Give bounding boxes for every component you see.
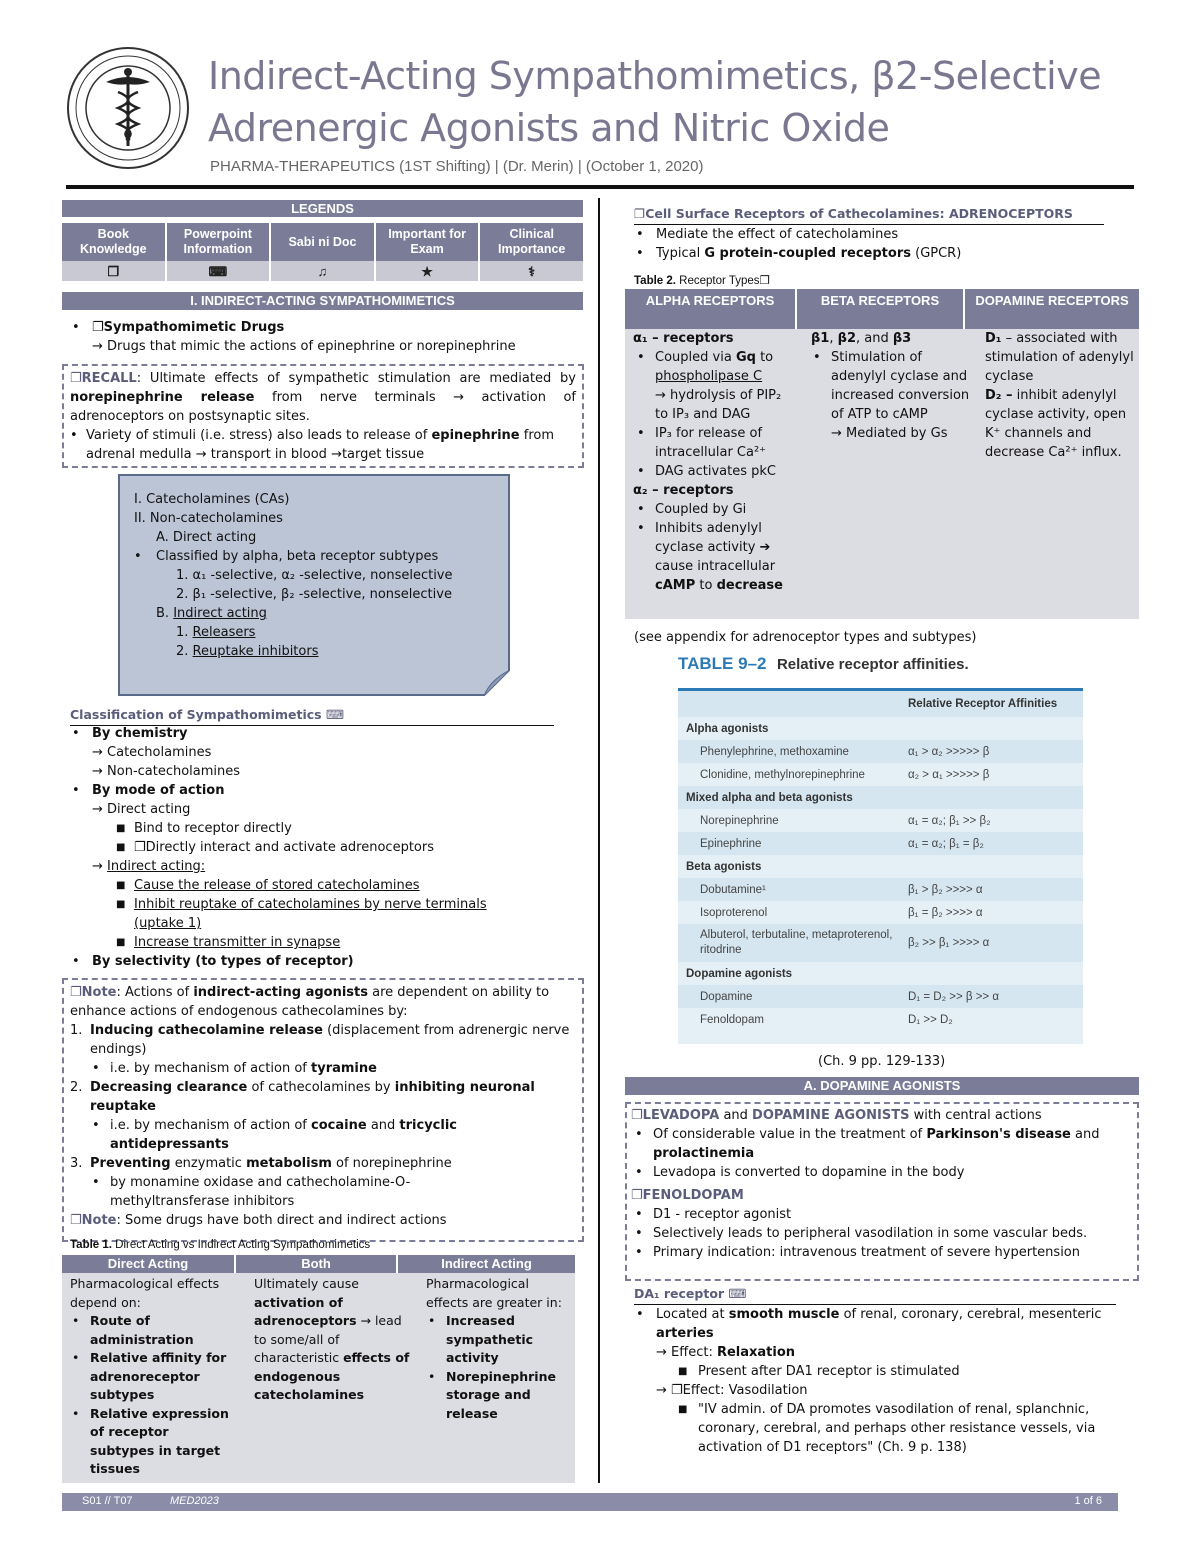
- outline-item: Reuptake inhibitors: [192, 644, 319, 659]
- table-1-col-indirect: Pharmacological effects are greater in: • Increased sympathetic activity • Norepinephrine storage and release: [414, 1273, 575, 1483]
- t92-drug-row: [678, 1008, 1083, 1031]
- outline-item: II. Non-catecholamines: [134, 511, 283, 526]
- n3-sub: by monamine oxidase and cathecholamine-O-methyltransferase inhibitors: [110, 1175, 411, 1209]
- t92-affinity: α₂ > α₁ >>>>> β: [908, 768, 990, 781]
- directly-item: ❐Directly interact and activate adrenoceptors: [134, 840, 434, 855]
- d2-text: inhibit adenylyl cyclase activity, open K⁺ channels and decrease Ca²⁺ influx.: [985, 388, 1127, 460]
- dopamine-agonists-box: ❐LEVADOPA and DOPAMINE AGONISTS with central actions • Of considerable value in the treatment of Parkinson's disease and prolactinemia • Levadopa is converted to dopamine in the body ❐FENOLDOPAM • D1 - receptor agonist • Selectively leads to peripheral vasodilation in some vascular beds. • Primary indication: intravenous treatment of severe hypertension: [625, 1102, 1139, 1281]
- list-number: 3.: [70, 1156, 83, 1171]
- table-1-col-direct: Pharmacological effects depend on: • Route of administration • Relative affinity for adrenoreceptor subtypes • Relative expression of receptor subtypes in target tissues: [62, 1273, 238, 1483]
- table-1-header-cell: Indirect Acting: [398, 1255, 575, 1273]
- t1-c1-item: Relative affinity for adrenoreceptor subtypes: [90, 1350, 227, 1402]
- table-1-header: [62, 1255, 575, 1273]
- t92-drug: Albuterol, terbutaline, metaproterenol, ritodrine: [700, 929, 893, 956]
- outline-item: Indirect acting: [173, 606, 267, 621]
- table-2: [625, 289, 1139, 619]
- t1-c3-item: Increased sympathetic activity: [446, 1313, 534, 1365]
- t92-drug-row: [678, 763, 1083, 786]
- recall-bold: norepinephrine release: [70, 390, 255, 405]
- recall-bullet-2: from adrenal medulla → transport in blood →target tissue: [86, 428, 555, 462]
- n2-sub-bold: cocaine: [311, 1118, 367, 1133]
- school-seal-logo: [66, 46, 190, 170]
- t92-drug: Isoproterenol: [700, 906, 768, 919]
- t92-drug: Norepinephrine: [700, 814, 779, 827]
- cell-bullet-pre: Typical: [656, 246, 701, 261]
- symp-drugs-def: → Drugs that mimic the actions of epinephrine or norepinephrine: [92, 339, 516, 354]
- n3-bold-2: metabolism: [246, 1156, 332, 1171]
- indirect-sub-item: Cause the release of stored catecholamines: [134, 878, 420, 893]
- indirect-sub-item: Inhibit reuptake of catecholamines by nerve terminals (uptake 1): [134, 897, 487, 931]
- dopamine-column: [977, 329, 1139, 619]
- footer-batch: MED2023: [170, 1495, 219, 1507]
- t92-drug: Epinephrine: [700, 837, 762, 850]
- alpha1-title: α₁ – receptors: [633, 331, 734, 346]
- table-9-2-title: [678, 654, 969, 674]
- page-number: 1 of 6: [1074, 1495, 1102, 1507]
- levodopa-bullet: Of considerable value in the treatment of: [653, 1127, 923, 1142]
- catecholamines-item: → Catecholamines: [92, 745, 212, 760]
- legends-title: LEGENDS: [62, 200, 583, 217]
- t92-drug-row: [678, 901, 1083, 924]
- da1-quote: "IV admin. of DA promotes vasodilation of renal, splanchnic, coronary, cerebral, and perhaps other resistance vessels, via activation of D1 receptors" (Ch. 9 p. 138): [698, 1402, 1096, 1455]
- note-2-text: : Some drugs have both direct and indirect actions: [116, 1213, 447, 1228]
- recall-bullet-bold: epinephrine: [431, 428, 520, 443]
- t92-drug-row: [678, 878, 1083, 901]
- note-text: : Actions of: [116, 985, 190, 1000]
- t92-drug: Dobutamine¹: [700, 883, 766, 896]
- column-divider: [598, 198, 600, 1483]
- alpha2-bold: cAMP: [655, 578, 696, 593]
- legend-label: Book Knowledge: [62, 223, 165, 261]
- cell-bullet-bold: G protein-coupled receptors: [704, 246, 911, 261]
- section-a-title: A. DOPAMINE AGONISTS: [625, 1077, 1139, 1095]
- alpha1-text: to: [760, 350, 774, 365]
- classification-heading: Classification of Sympathomimetics ⌨: [70, 707, 344, 722]
- bind-item: Bind to receptor directly: [134, 821, 292, 836]
- table-9-2-heading: Relative receptor affinities.: [776, 656, 969, 673]
- table-1-caption-text: Direct Acting vs Indirect Acting Sympathomimetics: [115, 1239, 371, 1251]
- table-1-caption: [70, 1239, 370, 1251]
- arrow-glyph: →: [92, 859, 103, 874]
- course-subtitle: PHARMA-THERAPEUTICS (1ST Shifting) | (Dr. Merin) | (October 1, 2020): [210, 158, 704, 175]
- da1-vasodilation: → ❐Effect: Vasodilation: [656, 1383, 808, 1398]
- outline-item: 2. β₁ -selective, β₂ -selective, nonselective: [176, 587, 452, 602]
- t92-drug: Mixed alpha and beta agonists: [686, 791, 853, 804]
- beta-title: β1: [811, 331, 830, 346]
- n2-text: of cathecolamines by: [251, 1080, 391, 1095]
- t1-c2-bold: activation of adrenoceptors: [254, 1294, 357, 1328]
- prolactinemia-bold: prolactinemia: [653, 1146, 755, 1161]
- outline-item: B.: [156, 606, 170, 621]
- arteries-bold: arteries: [656, 1326, 714, 1341]
- n3-text-2: of norepinephrine: [336, 1156, 452, 1171]
- see-appendix: (see appendix for adrenoceptor types and subtypes): [634, 630, 977, 645]
- t1-c2-text-2: → lead to some/all of characteristic: [254, 1313, 402, 1365]
- t1-c1-intro: Pharmacological effects depend on:: [70, 1276, 220, 1310]
- table-2-caption-text: Receptor Types❐: [679, 275, 770, 287]
- t1-c2-bold-2: effects of endogenous catecholamines: [254, 1350, 410, 1402]
- table-2-header: [625, 289, 1139, 329]
- page-curl-icon: [484, 670, 510, 696]
- alpha-column: α₁ – receptors • Coupled via Gq to phospholipase C → hydrolysis of PIP₂ to IP₃ and DAG • IP₃ for release of intracellular Ca²⁺ • DAG activates pkC α₂ – receptors • Coupled by Gi • Inhibits adenylyl cyclase activity ➔ cause intracellular cAMP to decrease: [625, 329, 799, 619]
- cell-surface-block: ❐Cell Surface Receptors of Cathecolamines: ADRENOCEPTORS • Mediate the effect of catecholamines • Typical G protein-coupled receptors (GPCR): [634, 204, 1134, 263]
- t92-group-row: [678, 786, 1083, 809]
- t92-affinity: α₁ > α₂ >>>>> β: [908, 745, 990, 758]
- outline-item: 2.: [176, 644, 189, 659]
- da1-effect-sub: Present after DA1 receptor is stimulated: [698, 1364, 960, 1379]
- d1-bold: D₁: [985, 331, 1002, 346]
- legend-label: Powerpoint Information: [167, 223, 270, 261]
- table-1-caption-bold: Table 1.: [70, 1239, 112, 1251]
- section-1-title: I. INDIRECT-ACTING SYMPATHOMIMETICS: [62, 292, 583, 310]
- d2-bold: D₂ –: [985, 388, 1013, 403]
- beta-title-sep: ,: [829, 331, 834, 346]
- alpha2-bullet: Inhibits adenylyl cyclase activity ➔ cause intracellular: [655, 521, 776, 574]
- by-selectivity: By selectivity (to types of receptor): [92, 954, 354, 969]
- star-icon: ★: [376, 261, 479, 281]
- table-1: [62, 1255, 575, 1483]
- beta-arrow: → Mediated by Gs: [831, 426, 948, 441]
- t92-affinity: β₁ = β₂ >>>> α: [908, 906, 983, 919]
- da1-block: DA₁ receptor ⌨ • Located at smooth muscle of renal, coronary, cerebral, mesenteric arteries → Effect: Relaxation ■ Present after DA1 receptor is stimulated → ❐Effect: Vasodilation ■ "IV admin. of DA promotes vasodilation of renal, splanchnic, coronary, cerebral, and perhaps other resistance vessels, via activation of D1 receptors" (Ch. 9 p. 138): [634, 1284, 1134, 1457]
- t92-drug-row: [678, 832, 1083, 855]
- n1-bold: Inducing cathecolamine release: [90, 1023, 323, 1038]
- beta-title: β2: [837, 331, 856, 346]
- note-box: ❐Note: Actions of indirect-acting agonists are dependent on ability to enhance actions of endogenous cathecolamines by: 1. Inducing cathecolamine release (displacement from adrenergic nerve endings) • i.e. by mechanism of action of tyramine 2. Decreasing clearance of cathecolamines by inhibiting neuronal reuptake • i.e. by mechanism of action of cocaine and tricyclic antidepressants 3. Preventing enzymatic metabolism of norepinephrine • by monamine oxidase and cathecholamine-O-methyltransferase inhibitors ❐Note: Some drugs have both direct and indirect actions: [62, 978, 584, 1242]
- table-9-2-source: (Ch. 9 pp. 129-133): [818, 1054, 946, 1069]
- alpha2-title: α₂ – receptors: [633, 483, 734, 498]
- levodopa-post: with central actions: [913, 1108, 1042, 1123]
- list-number: 2.: [70, 1080, 83, 1095]
- recall-box: ❐RECALL: Ultimate effects of sympathetic stimulation are mediated by norepinephrine release from nerve terminals → activation of adrenoceptors on postsynaptic sites. • Variety of stimuli (i.e. stress) also leads to release of epinephrine from adrenal medulla → transport in blood →target tissue: [62, 364, 584, 468]
- alpha1-bullet: DAG activates pkC: [655, 464, 776, 479]
- da1-text: Located at: [656, 1307, 725, 1322]
- smooth-muscle-bold: smooth muscle: [728, 1307, 840, 1322]
- t92-affinity: D₁ >> D₂: [908, 1013, 953, 1026]
- alpha1-bullet: IP₃ for release of intracellular Ca²⁺: [655, 426, 767, 460]
- t92-affinity: α₁ = α₂; β₁ >> β₂: [908, 814, 991, 827]
- note-2-label: ❐Note: [70, 1213, 117, 1228]
- n2-sub: i.e. by mechanism of action of: [110, 1118, 307, 1133]
- table-1-body: [62, 1273, 575, 1483]
- t92-affinity: β₂ >> β₁ >>>> α: [908, 937, 990, 949]
- note-text-2: are dependent on ability to enhance actions of endogenous cathecolamines by:: [70, 985, 550, 1019]
- beta-title-and: , and: [856, 331, 889, 346]
- n2-sub-and: and: [370, 1118, 396, 1133]
- fenoldopam-bullet: Primary indication: intravenous treatment of severe hypertension: [653, 1245, 1081, 1260]
- recall-text-2: from nerve terminals → activation of adrenoceptors on postsynaptic sites.: [70, 390, 576, 424]
- cell-surface-title: ❐Cell Surface Receptors of Cathecolamines: ADRENOCEPTORS: [634, 206, 1073, 221]
- table-1-header-cell: Both: [236, 1255, 396, 1273]
- table-2-caption: [634, 273, 770, 287]
- t1-c1-item: Route of administration: [90, 1313, 194, 1347]
- footer-bar: [62, 1493, 1118, 1511]
- n3-bold: Preventing: [90, 1156, 171, 1171]
- t92-drug: Fenoldopam: [700, 1013, 764, 1026]
- t1-c3-intro: Pharmacological effects are greater in:: [426, 1276, 562, 1310]
- header-rule: [66, 185, 1134, 189]
- da1-effect: → Effect:: [656, 1345, 713, 1360]
- fenoldopam-label: ❐FENOLDOPAM: [631, 1188, 744, 1203]
- t92-drug-row: [678, 809, 1083, 832]
- book-icon: ❐: [62, 261, 165, 281]
- alpha1-underlined: phospholipase C: [655, 369, 763, 384]
- outline-item: A. Direct acting: [156, 530, 257, 545]
- classification-heading-wrap: [70, 705, 554, 726]
- t92-drug: Clonidine, methylnorepinephrine: [700, 768, 865, 781]
- levodopa-label: ❐LEVADOPA: [631, 1108, 720, 1123]
- outline-item: 1. α₁ -selective, α₂ -selective, nonselective: [176, 568, 453, 583]
- t1-c3-item: Norepinephrine storage and release: [446, 1368, 556, 1421]
- table-9-2-header-cell: Relative Receptor Affinities: [908, 698, 1058, 710]
- table-2-header-cell: DOPAMINE RECEPTORS: [965, 289, 1139, 329]
- parkinsons-bold: Parkinson's disease: [926, 1127, 1071, 1142]
- t92-group-row: [678, 855, 1083, 878]
- t1-c2-text: Ultimately cause: [254, 1276, 359, 1291]
- outline-item: Releasers: [192, 625, 256, 640]
- symp-drugs-block: • ❐Sympathomimetic Drugs → Drugs that mimic the actions of epinephrine or norepinephrine: [72, 318, 582, 356]
- alpha1-bold: Gq: [735, 350, 756, 365]
- fenoldopam-bullet: Selectively leads to peripheral vasodilation in some vascular beds.: [653, 1226, 1088, 1241]
- indirect-sub-item: Increase transmitter in synapse: [134, 935, 341, 950]
- note-label: ❐Note: [70, 985, 117, 1000]
- d1-text: – associated with stimulation of adenylyl cyclase: [985, 331, 1134, 384]
- levodopa-and-2: and: [1075, 1127, 1100, 1142]
- table-9-2: [678, 688, 1083, 1044]
- table-9-2-body: [678, 717, 1083, 1031]
- t92-affinity: β₁ > β₂ >>>> α: [908, 883, 983, 896]
- table-9-2-label: TABLE 9–2: [678, 654, 767, 673]
- dopamine-agonists-label: DOPAMINE AGONISTS: [752, 1108, 910, 1123]
- powerpoint-icon: ⌨: [167, 261, 270, 281]
- footer-code: S01 // T07: [82, 1495, 133, 1507]
- t92-affinity: D₁ = D₂ >> β >> α: [908, 990, 999, 1003]
- cell-bullet-post: (GPCR): [915, 246, 962, 261]
- classification-list: • By chemistry → Catecholamines → Non-catecholamines • By mode of action → Direct acting ■ Bind to receptor directly ■ ❐Directly interact and activate adrenoceptors → Indirect acting: ■ Cause the release of stored catecholamines ■ Inhibit reuptake of catecholamines by nerve terminals (uptake 1) ■ Increase transmitter in synapse • By selectivity (to types of receptor): [72, 724, 582, 971]
- caduceus-icon: ⚕: [480, 261, 583, 281]
- direct-acting-item: → Direct acting: [92, 802, 191, 817]
- table-2-caption-bold: Table 2.: [634, 275, 676, 287]
- recall-label: ❐RECALL: [70, 371, 137, 386]
- table-1-header-cell: Direct Acting: [62, 1255, 234, 1273]
- relaxation-bold: Relaxation: [716, 1345, 796, 1360]
- table-2-body: [625, 329, 1139, 619]
- indirect-acting-item: Indirect acting:: [107, 859, 206, 874]
- page-title: [208, 50, 1168, 154]
- table-2-header-cell: ALPHA RECEPTORS: [625, 289, 795, 329]
- music-note-icon: ♫: [271, 261, 374, 281]
- outline-item: 1.: [176, 625, 189, 640]
- t92-drug-row: [678, 740, 1083, 763]
- cell-bullet: Mediate the effect of catecholamines: [656, 227, 899, 242]
- levodopa-and: and: [723, 1108, 748, 1123]
- t92-affinity: α₁ = α₂; β₁ = β₂: [908, 837, 984, 850]
- note-bold: indirect-acting agonists: [193, 985, 368, 1000]
- n1-sub-bold: tyramine: [311, 1061, 377, 1076]
- legend-label: Sabi ni Doc: [271, 223, 374, 261]
- symp-drugs-heading: ❐Sympathomimetic Drugs: [92, 320, 285, 335]
- t92-drug: Dopamine: [700, 990, 753, 1003]
- legends-table: [60, 223, 585, 281]
- table-9-2-header: [678, 688, 1083, 717]
- legend-label: Important for Exam: [376, 223, 479, 261]
- t92-group-row: [678, 717, 1083, 740]
- beta-title: β3: [892, 331, 912, 346]
- t92-drug-row: [678, 924, 1083, 962]
- fenoldopam-bullet: D1 - receptor agonist: [653, 1207, 792, 1222]
- n2-bold: Decreasing clearance: [90, 1080, 248, 1095]
- da1-text: of renal, coronary, cerebral, mesenteric: [843, 1307, 1102, 1322]
- t92-group-row: [678, 962, 1083, 985]
- da1-title: DA₁ receptor ⌨: [634, 1286, 747, 1301]
- alpha2-to: to: [699, 578, 713, 593]
- by-mode: By mode of action: [92, 783, 225, 798]
- table-2-header-cell: BETA RECEPTORS: [797, 289, 963, 329]
- n2-bold-2: inhibiting neuronal reuptake: [90, 1080, 535, 1114]
- n1-sub: i.e. by mechanism of action of: [110, 1061, 307, 1076]
- legend-label: Clinical Importance: [480, 223, 583, 261]
- n1-text: (displacement from adrenergic nerve endings): [90, 1023, 570, 1057]
- table-1-col-both: [238, 1273, 414, 1483]
- outline-item: I. Catecholamines (CAs): [134, 492, 290, 507]
- title-line-2: Adrenergic Agonists and Nitric Oxide: [208, 106, 890, 150]
- alpha1-arrow: → hydrolysis of PIP₂ to IP₃ and DAG: [655, 388, 782, 422]
- t92-drug: Alpha agonists: [686, 722, 769, 735]
- recall-text: : Ultimate effects of sympathetic stimulation are mediated by: [136, 371, 576, 386]
- t92-drug: Phenylephrine, methoxamine: [700, 745, 849, 758]
- alpha2-bullet: Coupled by Gi: [655, 502, 747, 517]
- title-line-1: Indirect-Acting Sympathomimetics, β2-Selective: [208, 54, 1102, 98]
- n3-text: enzymatic: [174, 1156, 242, 1171]
- n2-sub-bold-2: tricyclic antidepressants: [110, 1118, 458, 1152]
- list-number: 1.: [70, 1023, 83, 1038]
- alpha2-bold-2: decrease: [716, 578, 783, 593]
- beta-column: β1, β2, and β3 • Stimulation of adenylyl cyclase and increased conversion of ATP to cAMP → Mediated by Gs: [799, 329, 977, 619]
- t1-c1-item: Relative expression of receptor subtypes in target tissues: [90, 1405, 229, 1476]
- t92-drug-row: [678, 985, 1083, 1008]
- alpha1-text: Coupled via: [655, 350, 732, 365]
- outline-item: Classified by alpha, beta receptor subtypes: [156, 549, 439, 564]
- levodopa-bullet: Levadopa is converted to dopamine in the body: [653, 1165, 965, 1180]
- beta-bullet: Stimulation of adenylyl cyclase and increased conversion of ATP to cAMP: [831, 350, 970, 422]
- recall-bullet: Variety of stimuli (i.e. stress) also leads to release of: [86, 428, 428, 443]
- t92-drug: Dopamine agonists: [686, 967, 793, 980]
- t92-drug: Beta agonists: [686, 860, 762, 873]
- non-catecholamines-item: → Non-catecholamines: [92, 764, 241, 779]
- by-chemistry: By chemistry: [92, 726, 188, 741]
- outline-note-box: I. Catecholamines (CAs) II. Non-catecholamines A. Direct acting • Classified by alpha, beta receptor subtypes 1. α₁ -selective, α₂ -selective, nonselective 2. β₁ -selective, β₂ -selective, nonselective B. Indirect acting 1. Releasers 2. Reuptake inhibitors: [118, 474, 510, 696]
